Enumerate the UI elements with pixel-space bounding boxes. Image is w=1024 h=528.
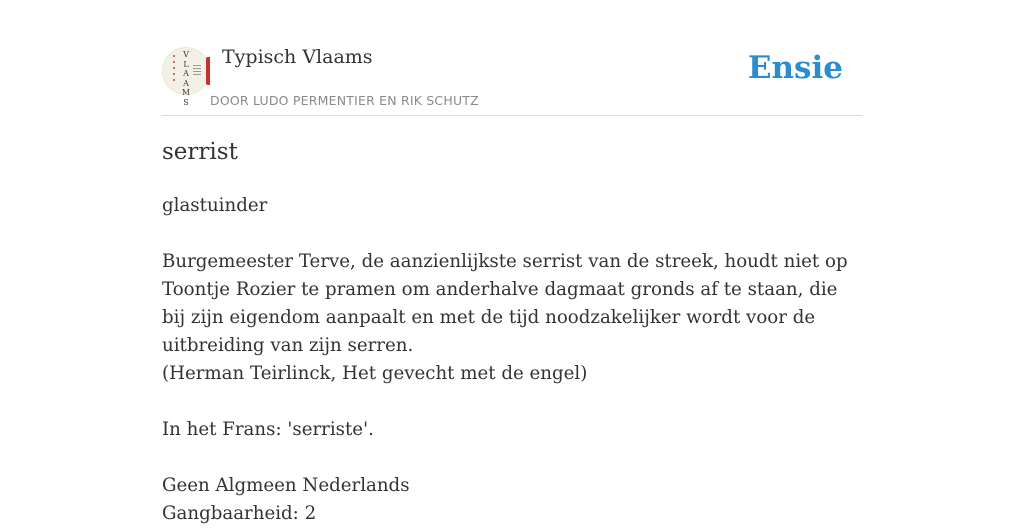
logo-letters: V L A A M S	[181, 50, 191, 107]
site-header	[162, 0, 862, 116]
logo-artwork	[162, 47, 210, 107]
entry-frequency: Gangbaarheid: 2	[162, 503, 317, 524]
entry-status: Geen Algmeen Nederlands	[162, 475, 410, 496]
entry-french-note: In het Frans: 'serriste'.	[162, 419, 374, 440]
site-title[interactable]: Typisch Vlaams	[222, 46, 373, 68]
paragraph-gap	[162, 220, 862, 248]
entry-definition: glastuinder	[162, 195, 268, 216]
entry-body	[162, 192, 862, 528]
entry-title: serrist	[162, 139, 238, 165]
typisch-vlaams-book-cover-icon[interactable]	[162, 47, 210, 107]
logo-dotted-line	[173, 55, 175, 85]
paragraph-gap	[162, 444, 862, 472]
logo-text-lines	[193, 65, 201, 75]
ensie-brand-link[interactable]: Ensie	[747, 50, 843, 86]
entry-quote: Burgemeester Terve, de aanzienlijkste serrist van de streek, houdt niet op Toontje Rozier te pramen om anderhalve dagmaat gronds af te staan, die bij zijn eigendom aanpaalt en met de tijd noodzakelijker wordt voor de uitbreiding van zijn serren.	[162, 251, 848, 356]
entry-quote-source: (Herman Teirlinck, Het gevecht met de engel)	[162, 363, 588, 384]
paragraph-gap	[162, 388, 862, 416]
site-subtitle: DOOR LUDO PERMENTIER EN RIK SCHUTZ	[210, 93, 479, 108]
page	[162, 0, 862, 524]
logo-red-band	[206, 57, 210, 85]
